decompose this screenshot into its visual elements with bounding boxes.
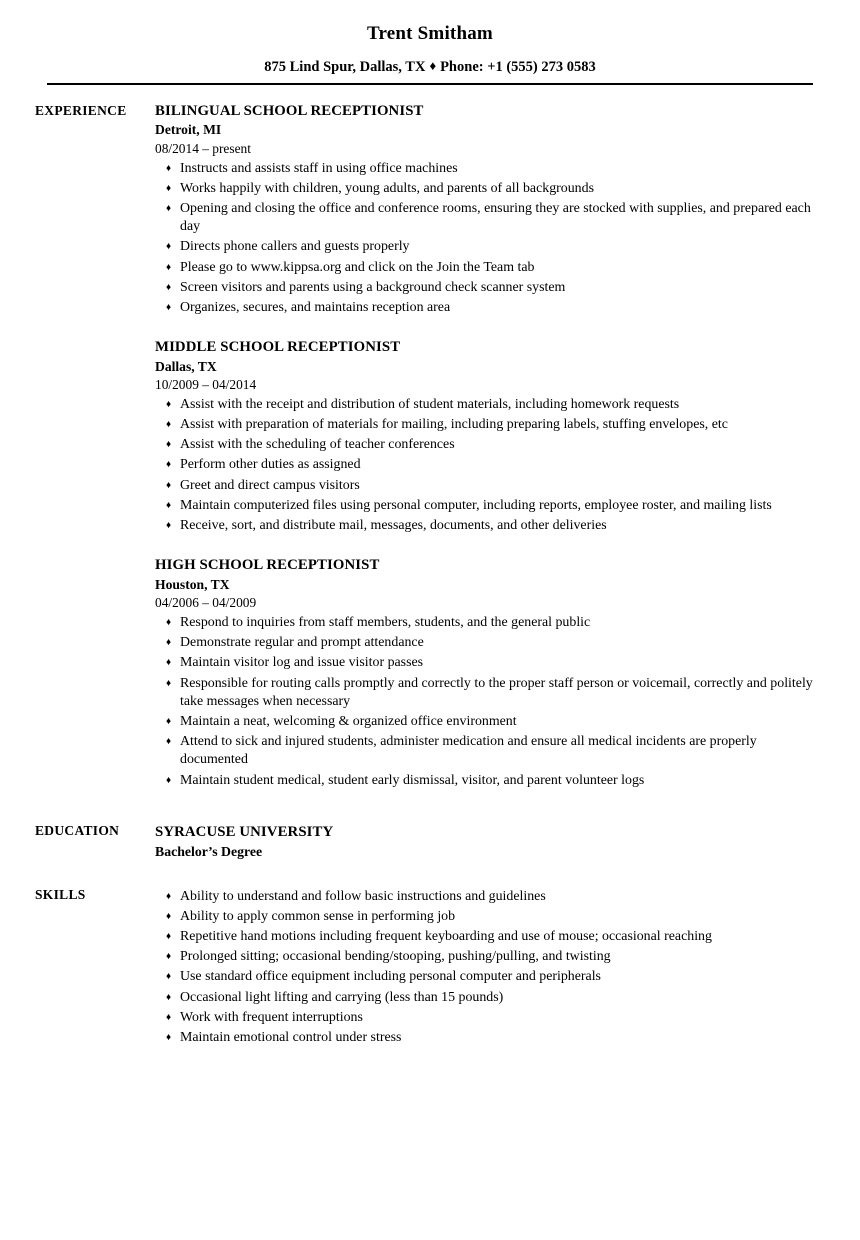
list-item-text: Works happily with children, young adults, and parents of all backgrounds [180, 180, 594, 196]
list-item [155, 888, 815, 906]
list-item [155, 396, 815, 414]
list-item-text: Respond to inquiries from staff members, students, and the general public [180, 614, 591, 630]
list-item [155, 1009, 815, 1027]
skills-body [155, 886, 815, 1048]
contact-address: 875 Lind Spur, Dallas, TX [264, 58, 426, 75]
education-school: SYRACUSE UNIVERSITY [155, 823, 334, 840]
list-item [155, 200, 815, 236]
diamond-bullet-icon: ♦ [166, 202, 172, 214]
list-item [155, 517, 815, 535]
resume-header [0, 0, 860, 85]
list-item [155, 160, 815, 178]
list-item-text: Occasional light lifting and carrying (less than 15 pounds) [180, 989, 504, 1005]
list-item-text: Directs phone callers and guests properly [180, 239, 410, 255]
section-label-experience: EXPERIENCE [35, 102, 127, 118]
education-body [155, 822, 815, 862]
diamond-bullet-icon: ♦ [166, 774, 172, 786]
list-item [155, 477, 815, 495]
diamond-bullet-icon: ♦ [166, 520, 172, 532]
list-item [155, 259, 815, 277]
diamond-bullet-icon: ♦ [166, 971, 172, 983]
diamond-bullet-icon: ♦ [166, 398, 172, 410]
list-item [155, 733, 815, 769]
list-item [155, 989, 815, 1007]
list-item-text: Maintain emotional control under stress [180, 1029, 402, 1045]
diamond-bullet-icon: ♦ [166, 616, 172, 628]
experience-entry [155, 556, 815, 790]
list-item [155, 634, 815, 652]
list-item-text: Assist with the scheduling of teacher conferences [180, 437, 455, 453]
contact-phone: Phone: +1 (555) 273 0583 [440, 58, 596, 75]
list-item [155, 1029, 815, 1047]
job-bullet-list [155, 396, 815, 535]
diamond-bullet-icon: ♦ [166, 261, 172, 273]
section-education [35, 822, 830, 862]
diamond-bullet-icon: ♦ [166, 162, 172, 174]
list-item-text: Assist with preparation of materials for mailing, including preparing labels, stuffing envelopes, etc [180, 417, 728, 433]
diamond-separator-icon: ♦ [429, 57, 437, 73]
list-item [155, 928, 815, 946]
section-label-education: EDUCATION [35, 822, 120, 838]
diamond-bullet-icon: ♦ [166, 1031, 172, 1043]
list-item-text: Screen visitors and parents using a background check scanner system [180, 279, 566, 295]
list-item [155, 436, 815, 454]
list-item [155, 654, 815, 672]
diamond-bullet-icon: ♦ [166, 419, 172, 431]
diamond-bullet-icon: ♦ [166, 736, 172, 748]
diamond-bullet-icon: ♦ [166, 716, 172, 727]
diamond-bullet-icon: ♦ [166, 657, 172, 669]
diamond-bullet-icon: ♦ [166, 499, 172, 511]
list-item-text: Receive, sort, and distribute mail, messages, documents, and other deliveries [180, 518, 607, 534]
list-item [155, 416, 815, 434]
diamond-bullet-icon: ♦ [166, 637, 172, 649]
list-item [155, 675, 815, 711]
experience-entry [155, 338, 815, 535]
diamond-bullet-icon: ♦ [166, 281, 172, 293]
diamond-bullet-icon: ♦ [166, 182, 172, 194]
diamond-bullet-icon: ♦ [166, 459, 172, 471]
job-title: HIGH SCHOOL RECEPTIONIST [155, 557, 380, 574]
list-item-text: Responsible for routing calls promptly and correctly to the proper staff person or voicemail, correctly and politely take messages when necessary [180, 675, 813, 709]
diamond-bullet-icon: ♦ [166, 951, 172, 963]
list-item-text: Instructs and assists staff in using office machines [180, 160, 458, 176]
experience-entry [155, 102, 815, 317]
resume-content [0, 85, 860, 1047]
list-item-text: Maintain a neat, welcoming & organized office environment [180, 714, 517, 729]
list-item [155, 299, 815, 317]
list-item [155, 456, 815, 474]
list-item [155, 713, 815, 731]
diamond-bullet-icon: ♦ [166, 910, 172, 922]
list-item-text: Maintain visitor log and issue visitor passes [180, 655, 424, 671]
list-item [155, 497, 815, 515]
list-item-text: Ability to apply common sense in performing job [180, 908, 456, 924]
list-item [155, 279, 815, 297]
job-bullet-list [155, 160, 815, 318]
list-item [155, 180, 815, 198]
list-item-text: Assist with the receipt and distribution of student materials, including homework requests [180, 396, 680, 412]
job-location: Dallas, TX [155, 358, 217, 374]
diamond-bullet-icon: ♦ [166, 479, 172, 491]
job-dates: 10/2009 – 04/2014 [155, 377, 257, 393]
job-dates: 04/2006 – 04/2009 [155, 595, 257, 611]
list-item-text: Demonstrate regular and prompt attendance [180, 635, 424, 651]
diamond-bullet-icon: ♦ [166, 890, 172, 902]
list-item-text: Prolonged sitting; occasional bending/stooping, pushing/pulling, and twisting [180, 949, 611, 965]
list-item-text: Maintain student medical, student early dismissal, visitor, and parent volunteer logs [180, 772, 645, 788]
diamond-bullet-icon: ♦ [166, 677, 172, 689]
list-item-text: Opening and closing the office and conference rooms, ensuring they are stocked with supplies, and prepared each day [180, 200, 811, 235]
list-item-text: Greet and direct campus visitors [180, 477, 360, 493]
job-location: Detroit, MI [155, 122, 222, 138]
list-item [155, 772, 815, 790]
job-bullet-list [155, 614, 815, 790]
diamond-bullet-icon: ♦ [166, 301, 172, 313]
list-item-text: Maintain computerized files using personal computer, including reports, employee roster, and mailing lists [180, 497, 772, 513]
education-degree: Bachelor’s Degree [155, 844, 263, 860]
list-item [155, 908, 815, 926]
candidate-name: Trent Smitham [367, 23, 493, 44]
section-label-skills: SKILLS [35, 886, 86, 902]
diamond-bullet-icon: ♦ [166, 991, 172, 1003]
list-item-text: Repetitive hand motions including frequent keyboarding and use of mouse; occasional reaching [180, 928, 712, 944]
diamond-bullet-icon: ♦ [166, 439, 172, 451]
experience-body [155, 102, 815, 790]
job-title: BILINGUAL SCHOOL RECEPTIONIST [155, 102, 424, 119]
job-dates: 08/2014 – present [155, 140, 251, 156]
diamond-bullet-icon: ♦ [166, 241, 172, 253]
list-item-text: Use standard office equipment including personal computer and peripherals [180, 969, 601, 985]
list-item-text: Ability to understand and follow basic instructions and guidelines [180, 888, 546, 904]
diamond-bullet-icon: ♦ [166, 1011, 172, 1023]
job-title: MIDDLE SCHOOL RECEPTIONIST [155, 339, 401, 356]
list-item [155, 968, 815, 986]
list-item-text: Attend to sick and injured students, administer medication and ensure all medical incidents are properly documented [180, 734, 757, 768]
diamond-bullet-icon: ♦ [166, 930, 172, 942]
list-item-text: Work with frequent interruptions [180, 1009, 363, 1025]
job-location: Houston, TX [155, 576, 230, 592]
list-item [155, 238, 815, 256]
section-skills [35, 886, 830, 1048]
list-item [155, 948, 815, 966]
contact-line [0, 59, 860, 76]
list-item [155, 614, 815, 632]
section-experience [35, 102, 830, 790]
list-item-text: Perform other duties as assigned [180, 457, 361, 473]
list-item-text: Please go to www.kippsa.org and click on the Join the Team tab [180, 259, 535, 275]
skills-bullet-list [155, 888, 815, 1048]
list-item-text: Organizes, secures, and maintains reception area [180, 299, 451, 315]
